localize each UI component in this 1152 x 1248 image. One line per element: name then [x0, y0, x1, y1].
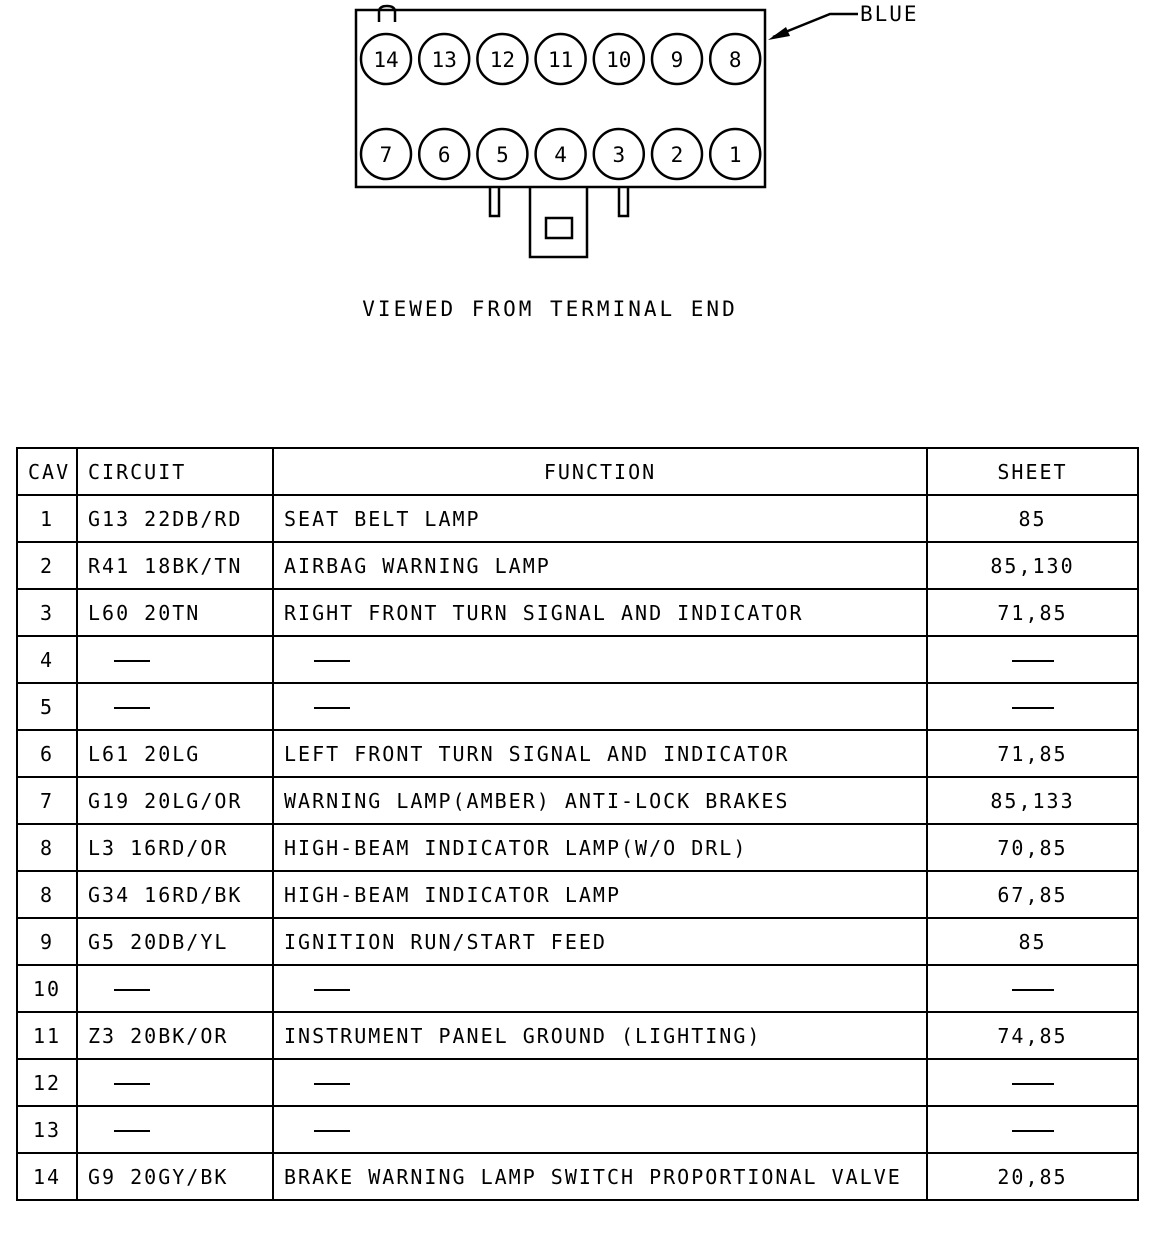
connector-pin — [361, 129, 411, 179]
pin-number: 10 — [606, 48, 632, 72]
empty-dash — [114, 1083, 150, 1085]
connector-pin — [652, 129, 702, 179]
lock-post-right — [619, 187, 628, 216]
connector-pin — [652, 34, 702, 84]
cell-function — [273, 683, 927, 730]
cell-function: HIGH-BEAM INDICATOR LAMP — [273, 871, 927, 918]
cell-sheet — [927, 636, 1138, 683]
cell-function: INSTRUMENT PANEL GROUND (LIGHTING) — [273, 1012, 927, 1059]
cell-function: IGNITION RUN/START FEED — [273, 918, 927, 965]
header-circuit: CIRCUIT — [77, 448, 273, 495]
table-row — [17, 777, 1138, 824]
cell-circuit: G9 20GY/BK — [77, 1153, 273, 1200]
cell-function: LEFT FRONT TURN SIGNAL AND INDICATOR — [273, 730, 927, 777]
table-row — [17, 824, 1138, 871]
header-cav: CAV — [17, 448, 77, 495]
pin-number: 3 — [612, 143, 626, 167]
cell-sheet: 85 — [927, 918, 1138, 965]
cell-circuit: R41 18BK/TN — [77, 542, 273, 589]
cell-function — [273, 636, 927, 683]
cell-circuit: L60 20TN — [77, 589, 273, 636]
pointer-arrowhead — [768, 27, 790, 40]
cell-cav: 5 — [17, 683, 77, 730]
cell-sheet: 74,85 — [927, 1012, 1138, 1059]
header-sheet: SHEET — [927, 448, 1138, 495]
cell-circuit — [77, 636, 273, 683]
cell-sheet — [927, 965, 1138, 1012]
cell-circuit: G5 20DB/YL — [77, 918, 273, 965]
cell-sheet: 85,133 — [927, 777, 1138, 824]
connector-diagram — [0, 0, 1152, 340]
latch-tab — [379, 6, 395, 22]
cell-circuit: L3 16RD/OR — [77, 824, 273, 871]
table-row — [17, 495, 1138, 542]
cell-function: AIRBAG WARNING LAMP — [273, 542, 927, 589]
connector-pin — [594, 129, 644, 179]
center-key — [530, 187, 587, 257]
table-row — [17, 918, 1138, 965]
cell-cav: 2 — [17, 542, 77, 589]
connector-pin — [710, 34, 760, 84]
empty-dash — [114, 660, 150, 662]
pin-number: 2 — [670, 143, 684, 167]
cell-circuit: G19 20LG/OR — [77, 777, 273, 824]
empty-dash — [314, 1083, 350, 1085]
cell-function: RIGHT FRONT TURN SIGNAL AND INDICATOR — [273, 589, 927, 636]
cell-sheet: 67,85 — [927, 871, 1138, 918]
cell-function — [273, 1106, 927, 1153]
pin-number: 8 — [728, 48, 742, 72]
pin-number: 9 — [670, 48, 684, 72]
cell-sheet: 85,130 — [927, 542, 1138, 589]
pin-row-top — [361, 34, 760, 84]
connector-pin — [594, 34, 644, 84]
cell-sheet: 20,85 — [927, 1153, 1138, 1200]
connector-pin — [710, 129, 760, 179]
lock-post-left — [490, 187, 499, 216]
table-row — [17, 1059, 1138, 1106]
empty-dash — [114, 989, 150, 991]
cell-cav: 14 — [17, 1153, 77, 1200]
cell-function — [273, 1059, 927, 1106]
cell-cav: 1 — [17, 495, 77, 542]
cell-circuit — [77, 965, 273, 1012]
cell-circuit — [77, 683, 273, 730]
pin-number: 11 — [547, 48, 574, 72]
pin-row-bottom — [361, 129, 760, 179]
cell-circuit — [77, 1106, 273, 1153]
table-row — [17, 636, 1138, 683]
pin-number: 4 — [554, 143, 567, 167]
empty-dash — [314, 707, 350, 709]
table-row — [17, 730, 1138, 777]
connector-pin — [361, 34, 411, 84]
cell-cav: 6 — [17, 730, 77, 777]
pin-number: 7 — [379, 143, 393, 167]
pin-number: 5 — [496, 143, 509, 167]
cell-cav: 11 — [17, 1012, 77, 1059]
cell-function: SEAT BELT LAMP — [273, 495, 927, 542]
cell-circuit — [77, 1059, 273, 1106]
empty-dash — [114, 1130, 150, 1132]
connector-pin — [536, 34, 586, 84]
cell-cav: 7 — [17, 777, 77, 824]
table-row — [17, 965, 1138, 1012]
pinout-table-body — [17, 495, 1138, 1200]
header-function: FUNCTION — [273, 448, 927, 495]
empty-dash — [1012, 707, 1054, 709]
cell-circuit: G13 22DB/RD — [77, 495, 273, 542]
connector-pin — [477, 34, 527, 84]
table-header-row — [17, 448, 1138, 495]
connector-pin — [419, 129, 469, 179]
cell-sheet: 71,85 — [927, 589, 1138, 636]
cell-cav: 8 — [17, 871, 77, 918]
cell-cav: 9 — [17, 918, 77, 965]
cell-cav: 13 — [17, 1106, 77, 1153]
cell-function: HIGH-BEAM INDICATOR LAMP(W/O DRL) — [273, 824, 927, 871]
empty-dash — [314, 1130, 350, 1132]
pin-number: 1 — [728, 143, 742, 167]
cell-sheet — [927, 1106, 1138, 1153]
cell-sheet: 85 — [927, 495, 1138, 542]
connector-pin — [477, 129, 527, 179]
table-row — [17, 871, 1138, 918]
cell-cav: 3 — [17, 589, 77, 636]
pin-number: 12 — [489, 48, 516, 72]
empty-dash — [314, 989, 350, 991]
table-row — [17, 683, 1138, 730]
table-row — [17, 589, 1138, 636]
cell-circuit: L61 20LG — [77, 730, 273, 777]
empty-dash — [1012, 1130, 1054, 1132]
cell-cav: 12 — [17, 1059, 77, 1106]
cell-cav: 8 — [17, 824, 77, 871]
cell-cav: 10 — [17, 965, 77, 1012]
pin-number: 14 — [373, 48, 399, 72]
table-row — [17, 1106, 1138, 1153]
pin-number: 6 — [437, 143, 451, 167]
table-row — [17, 1012, 1138, 1059]
cell-circuit: Z3 20BK/OR — [77, 1012, 273, 1059]
view-caption: VIEWED FROM TERMINAL END — [362, 297, 738, 321]
cell-sheet — [927, 1059, 1138, 1106]
cell-circuit: G34 16RD/BK — [77, 871, 273, 918]
wire-color-label: BLUE — [860, 2, 919, 26]
cell-sheet: 71,85 — [927, 730, 1138, 777]
cell-function — [273, 965, 927, 1012]
cell-function: BRAKE WARNING LAMP SWITCH PROPORTIONAL VALVE — [273, 1153, 927, 1200]
cell-cav: 4 — [17, 636, 77, 683]
center-key-slot — [546, 218, 572, 238]
table-row — [17, 542, 1138, 589]
empty-dash — [1012, 660, 1054, 662]
cell-sheet — [927, 683, 1138, 730]
table-row — [17, 1153, 1138, 1200]
empty-dash — [1012, 989, 1054, 991]
empty-dash — [114, 707, 150, 709]
connector-pin — [536, 129, 586, 179]
connector-pin — [419, 34, 469, 84]
empty-dash — [314, 660, 350, 662]
pin-number: 13 — [431, 48, 457, 72]
cell-sheet: 70,85 — [927, 824, 1138, 871]
cell-function: WARNING LAMP(AMBER) ANTI-LOCK BRAKES — [273, 777, 927, 824]
pinout-table — [16, 447, 1139, 1201]
empty-dash — [1012, 1083, 1054, 1085]
